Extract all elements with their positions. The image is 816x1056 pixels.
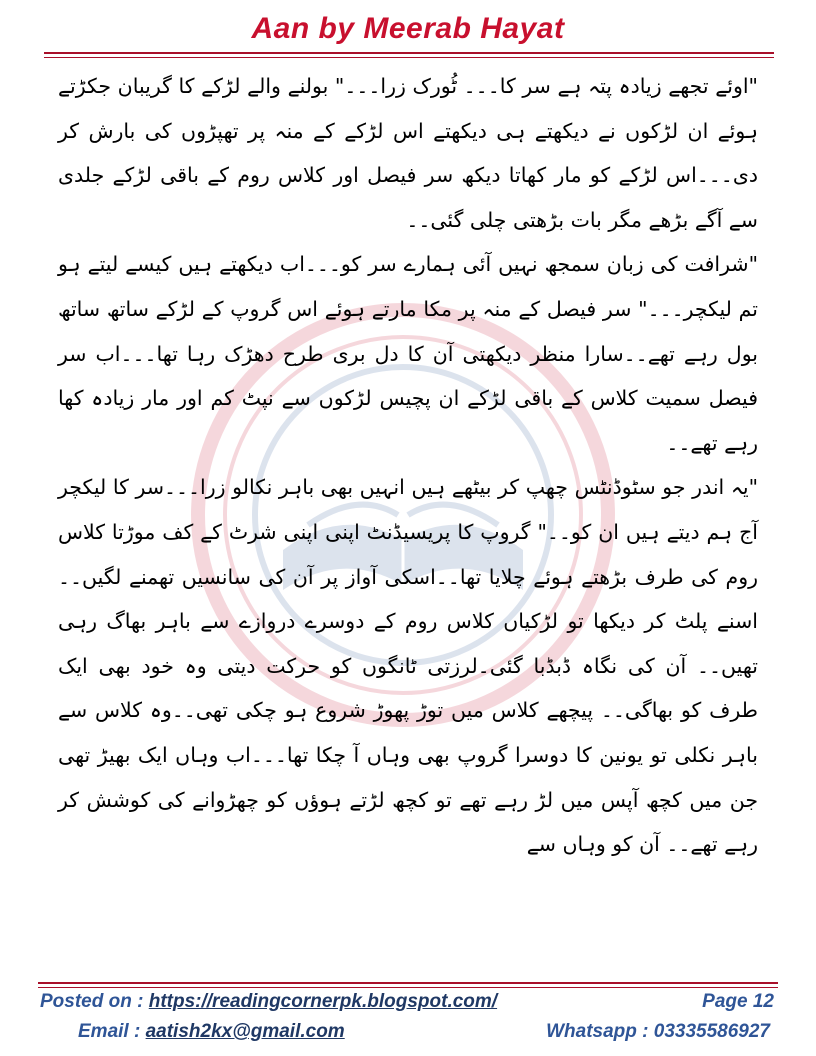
footer-divider: [38, 982, 778, 984]
email-link[interactable]: aatish2kx@gmail.com: [145, 1021, 345, 1042]
footer-divider-thin: [38, 987, 778, 988]
paragraph: "شرافت کی زبان سمجھ نہیں آئی ہمارے سر کو۔۔۔اب دیکھتے ہیں کیسے لیتے ہو تم لیکچر۔۔۔" سر فیصل کے منہ پر مکا مارتے ہوئے اس گروپ کے لڑکے ساتھ ساتھ بول رہے تھے۔۔سارا منظر دیکھتی آن کا دل بری طرح دھڑک رہا تھا۔۔۔اب سر فیصل سمیت کلاس کے باقی لڑکے ان پچیس لڑکوں سے نپٹ کم اور مار زیادہ کھا رہے تھے۔۔: [58, 252, 758, 455]
header-divider: [44, 52, 774, 54]
novel-body: [58, 64, 758, 867]
paragraph: "یہ اندر جو سٹوڈنٹس چھپ کر بیٹھے ہیں انہیں بھی باہر نکالو زرا۔۔۔سر کا لیکچر آج ہم دیتے ہیں ان کو۔۔" گروپ کا پریسیڈنٹ اپنی اپنی شرٹ کے کف موڑتا کلاس روم کی طرف بڑھتے ہوئے چلایا تھا۔۔اسکی آواز پر آن کی سانسیں تھمنے لگیں۔۔اسنے پلٹ کر دیکھا تو لڑکیاں کلاس روم کے دوسرے دروازے سے باہر بھاگ رہی تھیں۔۔ آن کی نگاہ ڈبڈبا گئی۔لرزتی ٹانگوں کو حرکت دیتی وہ خود بھی ایک طرف کو بھاگی۔۔ پیچھے کلاس میں توڑ پھوڑ شروع ہو چکی تھی۔۔وہ کلاس سے باہر نکلی تو یونین کا دوسرا گروپ بھی وہاں آ چکا تھا۔۔۔اب وہاں ایک بھیڑ تھی جن میں کچھ آپس میں لڑ رہے تھے تو کچھ لڑتے ہوؤں کو چھڑوانے کی کوشش کر رہے تھے۔۔ آن کو وہاں سے: [58, 475, 758, 857]
posted-on: [40, 991, 497, 1013]
email-label: Email :: [78, 1021, 141, 1042]
whatsapp-number: Whatsapp : 03335586927: [546, 1021, 770, 1042]
email: [78, 1021, 345, 1043]
paragraph: "اوئے تجھے زیادہ پتہ ہے سر کا۔۔۔ ٹُورک زرا۔۔۔" بولنے والے لڑکے کا گریبان جکڑتے ہوئے ان لڑکوں نے دیکھتے ہی دیکھتے اس لڑکے کے منہ پر تھپڑوں کی بارش کر دی۔۔۔اس لڑکے کو مار کھاتا دیکھ سر فیصل اور کلاس روم کے باقی لڑکے جلدی سے آگے بڑھے مگر بات بڑھتی چلی گئی۔۔: [58, 74, 758, 232]
header-divider-thin: [44, 57, 774, 58]
page-number: Page 12: [702, 991, 774, 1012]
page-title: Aan by Meerab Hayat: [251, 12, 565, 45]
posted-label: Posted on :: [40, 991, 144, 1012]
blog-link[interactable]: https://readingcornerpk.blogspot.com/: [148, 991, 498, 1012]
